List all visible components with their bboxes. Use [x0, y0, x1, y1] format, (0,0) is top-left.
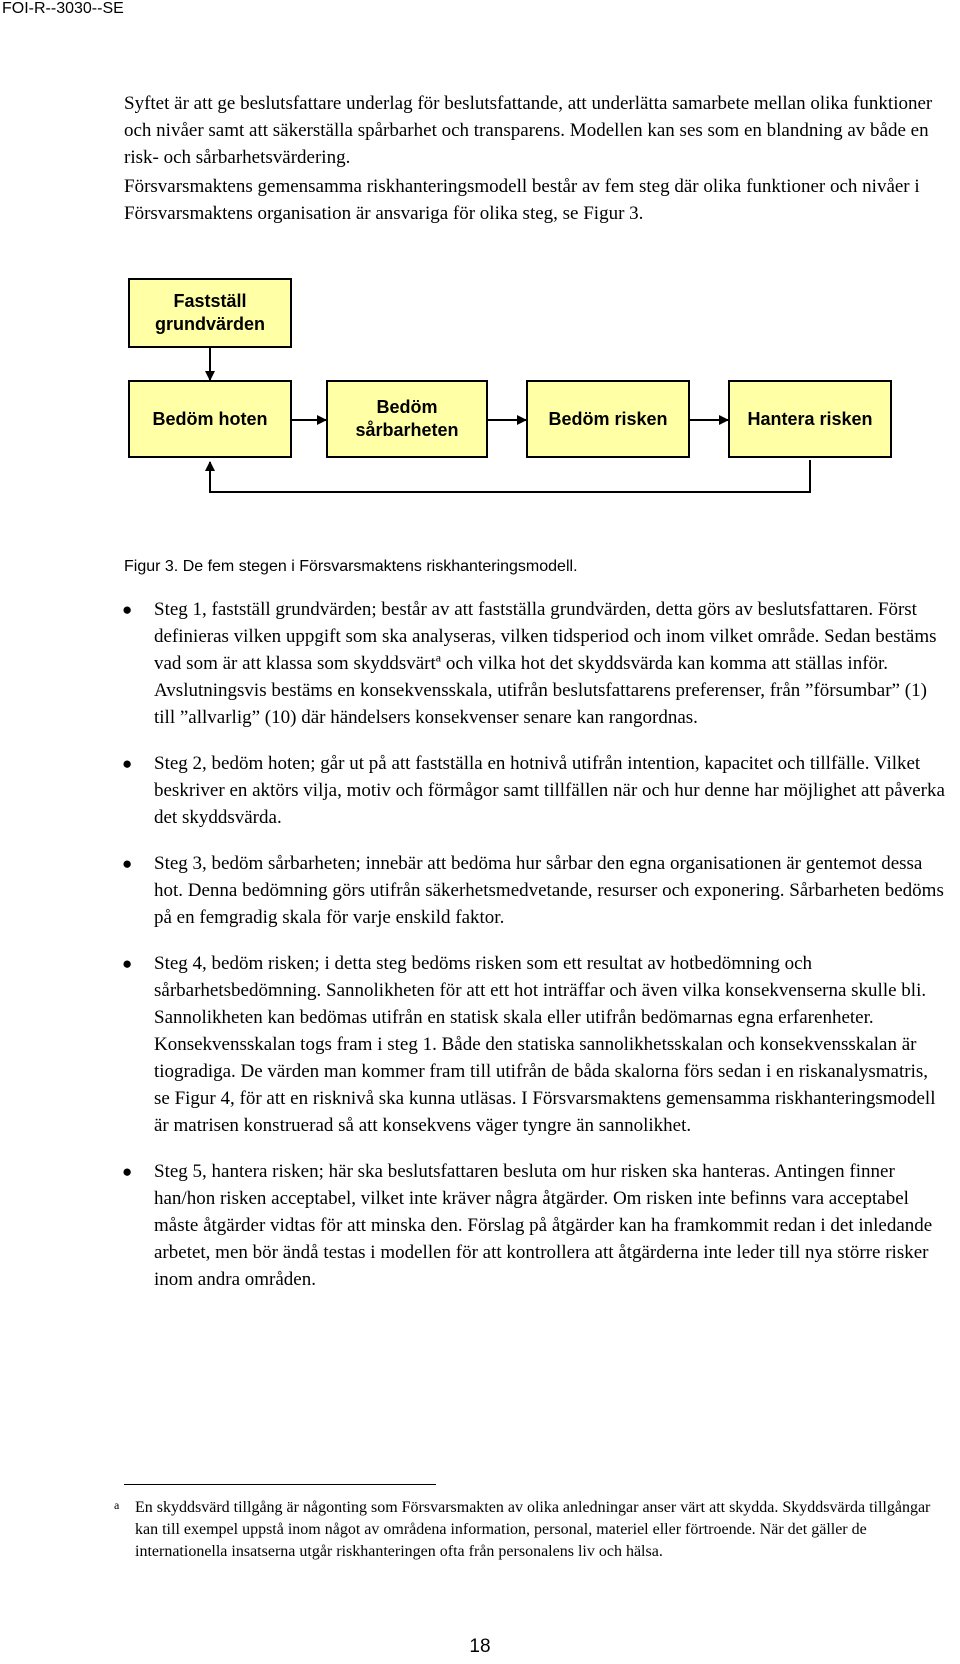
intro-paragraph-2: Försvarsmaktens gemensamma riskhanteringsmodell består av fem steg där olika funktioner och nivåer i Försvarsmaktens organisation är ansvariga för olika steg, se Figur 3. — [124, 176, 920, 224]
feedback-loop-line — [210, 460, 810, 492]
bullet-icon: ● — [122, 854, 133, 873]
step-4-text: Steg 4, bedöm risken; i detta steg bedöms risken som ett resultat av hotbedömning och sårbarhetsbedömning. Sannolikheten för att ett hot inträffar och även vilka konsekvenserna skulle bli. Sannolikheten kan bedömas utifrån en statisk skala eller utifrån bedömarnas egna erfarenheter. Konsekvensskalan togs fram i steg 1. Både den statiska sannolikhetsskalan och konsekvensskalan är tiogradiga. De värden man kommer fram till utifrån de båda skalorna förs sedan i en riskanalysmatris, se Figur 4, för att en risknivå ska kunna utläsas. I Försvarsmaktens gemensamma riskhanteringsmodell är matrisen konstruerad så att konsekvens väger tyngre än sannolikhet. — [154, 953, 936, 1136]
figure-caption: Figur 3. De fem stegen i Försvarsmaktens riskhanteringsmodell. — [124, 558, 578, 575]
risk-model-diagram — [0, 288, 960, 528]
box-hantera-risken: Hantera risken — [728, 380, 892, 458]
steps-list — [0, 596, 960, 1312]
footnote-text: En skyddsvärd tillgång är någonting som Försvarsmakten av olika anledningar anser värt att skydda. Skyddsvärda tillgångar kan till exempel uppstå inom något av områdena information, personal, materiel eller förtroende. När det gäller de internationella insatserna utgår riskhanteringen ofta från personalens liv och hälsa. — [135, 1499, 931, 1560]
footnote: a En skyddsvärd tillgång är någonting som Försvarsmakten av olika anledningar anser värt att skydda. Skyddsvärda tillgångar kan till exempel uppstå inom något av områdena information, personal, materiel eller förtroende. När det gäller de internationella insatserna utgår riskhanteringen ofta från personalens liv och hälsa. — [124, 1497, 944, 1563]
box-bedom-risken: Bedöm risken — [526, 380, 690, 458]
list-item-step-4 — [0, 950, 946, 1139]
bullet-icon: ● — [122, 954, 133, 973]
box-bedom-sarbarheten: Bedöm sårbarheten — [326, 380, 488, 458]
bullet-icon: ● — [122, 754, 133, 773]
list-item-step-2 — [0, 750, 946, 831]
bullet-icon: ● — [122, 600, 133, 619]
page-number: 18 — [469, 1636, 491, 1657]
document-id-header: FOI-R--3030--SE — [2, 0, 124, 17]
step-3-text: Steg 3, bedöm sårbarheten; innebär att bedöma hur sårbar den egna organisationen är gentemot dessa hot. Denna bedömning görs utifrån säkerhetsmedvetande, resurser och exponering. Sårbarheten bedöms på en femgradig skala för varje enskild faktor. — [154, 853, 944, 928]
box-bedom-hoten: Bedöm hoten — [128, 380, 292, 458]
list-item-step-5 — [0, 1158, 946, 1293]
list-item-step-1 — [0, 596, 946, 731]
step-2-text: Steg 2, bedöm hoten; går ut på att fastställa en hotnivå utifrån intention, kapacitet och tillfälle. Vilket beskriver en aktörs vilja, motiv och förmågor samt tillfällen när och hur denne har möjlighet att påverka det skyddsvärda. — [154, 753, 945, 828]
intro-paragraph-1: Syftet är att ge beslutsfattare underlag för beslutsfattande, att underlätta samarbete mellan olika funktioner och nivåer samt att säkerställa spårbarhet och transparens. Modellen kan ses som en blandning av både en risk- och sårbarhetsvärdering. — [124, 93, 933, 168]
footnote-reference: a — [435, 650, 442, 665]
footnote-divider — [124, 1484, 436, 1485]
step-1-text-continued: och vilka hot det skyddsvärda kan komma att ställas inför. Avslutningsvis bestäms en konsekvensskala, utifrån beslutsfattarens preferenser, från ”försumbar” (1) till ”allvarlig” (10) där händelsers konsekvenser senare kan rangordnas. — [154, 653, 927, 728]
list-item-step-3 — [0, 850, 946, 931]
box-faststall-grundvarden: Fastställ grundvärden — [128, 278, 292, 348]
step-1-text: Steg 1, fastställ grundvärden; består av att fastställa grundvärden, detta görs av beslutsfattaren. Först definieras vilken uppgift som ska analyseras, vilken tidsperiod och inom vilket område. Sedan bestäms vad som är att klassa som skyddsvärt — [154, 599, 937, 674]
step-5-text: Steg 5, hantera risken; här ska beslutsfattaren besluta om hur risken ska hanteras. Antingen finner han/hon risken acceptabel, vilket inte kräver några åtgärder. Om risken inte befinns vara acceptabel måste åtgärder vidtas för att minska den. Förslag på åtgärder kan ha framkommit redan i det inledande arbetet, men bör ändå testas i modellen för att kontrollera att åtgärderna inte leder till nya större risker inom andra områden. — [154, 1161, 933, 1290]
bullet-icon: ● — [122, 1162, 133, 1181]
